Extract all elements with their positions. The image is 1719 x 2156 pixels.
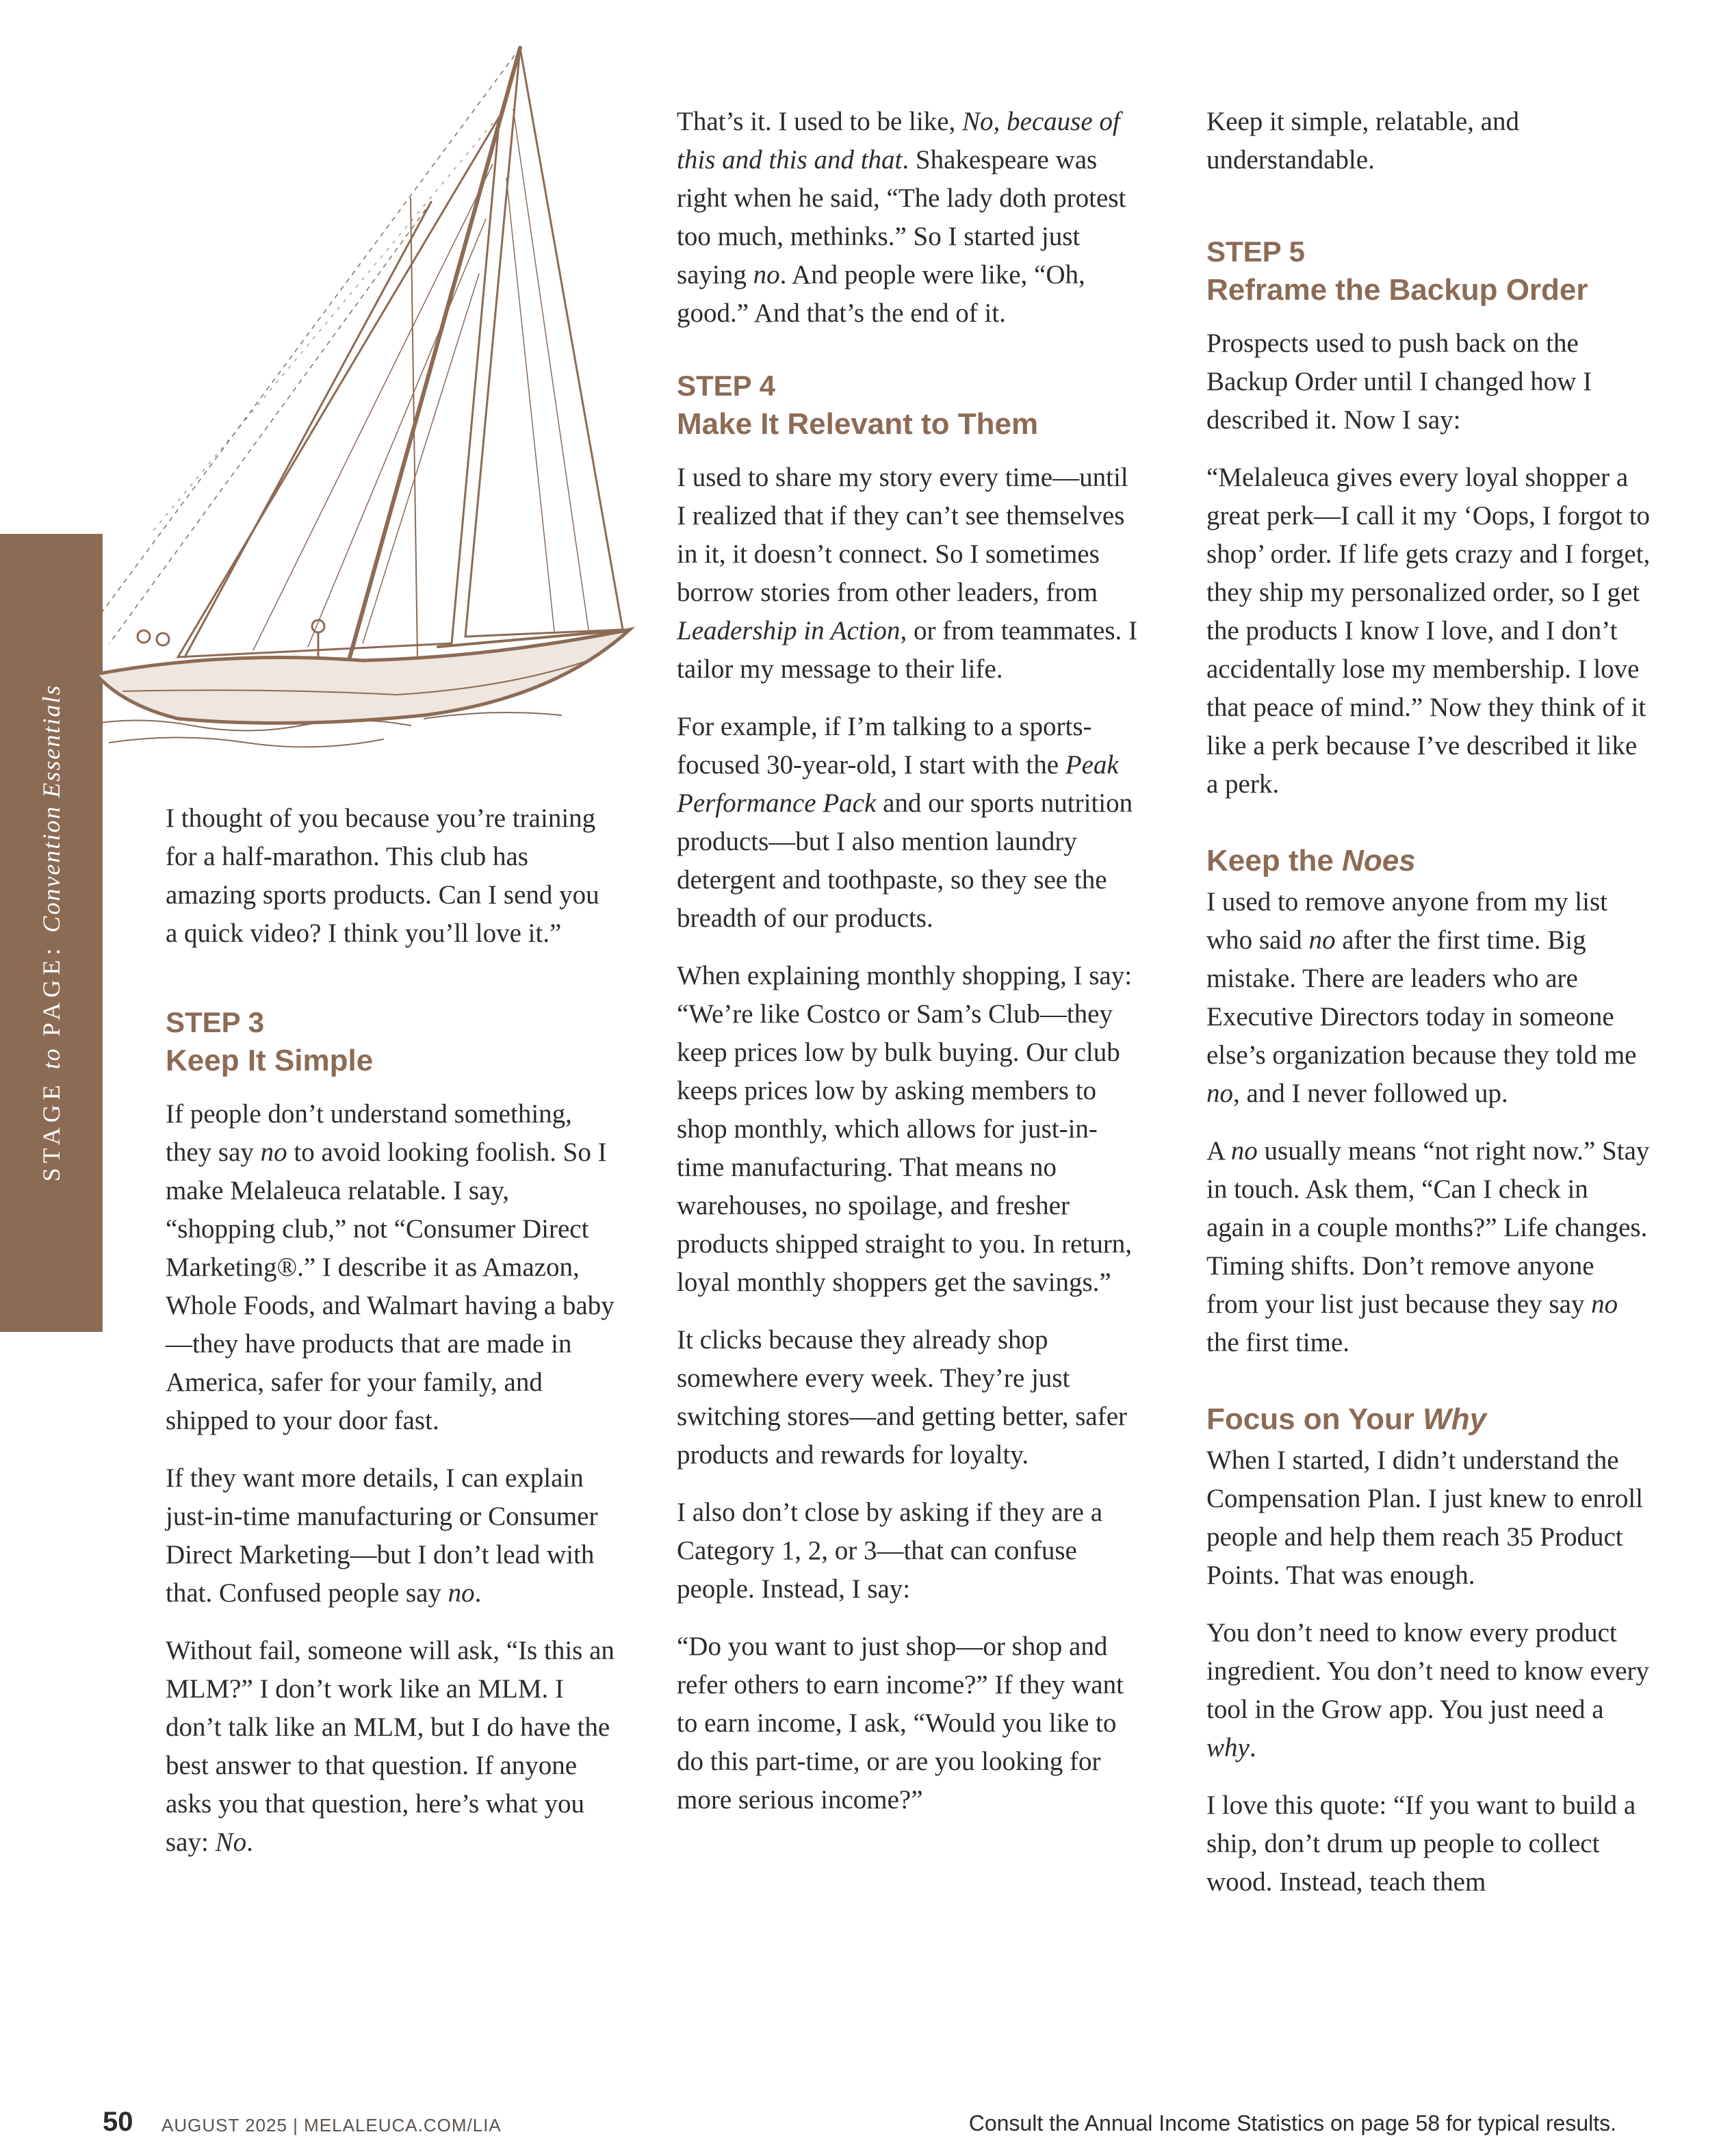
column-3 <box>1206 103 1651 1921</box>
column-1 <box>166 799 617 1881</box>
paragraph: “Melaleuca gives every loyal shopper a great perk—I call it my ‘Oops, I forgot to shop’ order. If life gets crazy and I forget, they ship my personalized order, so I get the products I know I love, and I don’t accidentally lose my membership. I love that peace of mind.” Now they think of it like a perk because I’ve described it like a perk. <box>1206 463 1651 799</box>
focus-on-your-why-heading: Focus on Your Why <box>1206 1402 1487 1436</box>
paragraph: Without fail, someone will ask, “Is this an MLM?” I don’t work like an MLM. I don’t talk like an MLM, but I do have the best answer to that question. If anyone asks you that question, here’s what you say: No. <box>166 1636 615 1857</box>
sailboat-illustration <box>82 41 643 753</box>
paragraph: For example, if I’m talking to a sports-focused 30-year-old, I start with the Peak Performance Pack and our sports nutrition products—but I also mention laundry detergent and toothpaste, so they see the breadth of our products. <box>677 712 1133 933</box>
paragraph: If they want more details, I can explain just-in-time manufacturing or Consumer Direct Marketing—but I don’t lead with that. Confused people say no. <box>166 1463 598 1608</box>
paragraph: That’s it. I used to be like, No, because of this and this and that. Shakespeare was right when he said, “The lady doth protest too much, methinks.” So I started just saying no. And people were like, “Oh, good.” And that’s the end of it. <box>677 107 1126 328</box>
section-tab-label: STAGE to PAGE: Convention Essentials <box>38 684 65 1182</box>
paragraph: When I started, I didn’t understand the Compensation Plan. I just knew to enroll people and help them reach 35 Product Points. That was enough. <box>1206 1446 1644 1590</box>
paragraph: When explaining monthly shopping, I say: “We’re like Costco or Sam’s Club—they keep prices low by bulk buying. Our club keeps prices low by asking members to shop monthly, which allows for just-in-time manufacturing. That means no warehouses, no spoilage, and fresher products shipped straight to you. In return, loyal monthly shoppers get the savings.” <box>677 961 1133 1297</box>
paragraph: A no usually means “not right now.” Stay in touch. Ask them, “Can I check in again in a couple months?” Life changes. Timing shifts. Don’t remove anyone from your list just because they say no the first time. <box>1206 1136 1650 1357</box>
paragraph: I thought of you because you’re training for a half-marathon. This club has amazing sports products. Can I send you a quick video? I think you’ll love it.” <box>166 804 599 948</box>
paragraph: You don’t need to know every product ingredient. You don’t need to know every tool in the Grow app. You just need a why. <box>1206 1618 1650 1762</box>
paragraph: If people don’t understand something, they say no to avoid looking foolish. So I make Melaleuca relatable. I say, “shopping club,” not “Consumer Direct Marketing®.” I describe it as Amazon, Whole Foods, and Walmart having a baby—they have products that are made in America, safer for your family, and shipped to your door fast. <box>166 1099 615 1435</box>
paragraph: I also don’t close by asking if they are a Category 1, 2, or 3—that can confuse people. Instead, I say: <box>677 1498 1103 1604</box>
keep-the-noes-heading: Keep the Noes <box>1206 844 1416 877</box>
page-footer <box>103 2107 1616 2141</box>
paragraph: It clicks because they already shop somewhere every week. They’re just switching stores—and getting better, safer products and rewards for loyalty. <box>677 1325 1128 1470</box>
paragraph: Keep it simple, relatable, and understandable. <box>1206 107 1519 175</box>
step-5-heading: STEP 5 Reframe the Backup Order <box>1206 235 1588 307</box>
step-4-heading: STEP 4 Make It Relevant to Them <box>677 370 1039 441</box>
issue-info: AUGUST 2025 | MELALEUCA.COM/LIA <box>161 2115 502 2135</box>
step-3-heading: STEP 3 Keep It Simple <box>166 1006 374 1077</box>
paragraph: Prospects used to push back on the Backup Order until I changed how I described it. Now I say: <box>1206 329 1592 435</box>
page-number: 50 <box>103 2107 133 2137</box>
paragraph: “Do you want to just shop—or shop and refer others to earn income?” If they want to earn income, I ask, “Would you like to do this part-time, or are you looking for more serious income?” <box>677 1632 1124 1814</box>
paragraph: I love this quote: “If you want to build a ship, don’t drum up people to collect wood. Instead, teach them <box>1206 1791 1636 1897</box>
column-2 <box>677 103 1142 1838</box>
paragraph: I used to remove anyone from my list who said no after the first time. Big mistake. There are leaders who are Executive Directors today in someone else’s organization because they told me no, and I never followed up. <box>1206 887 1637 1108</box>
income-disclaimer: Consult the Annual Income Statistics on page 58 for typical results. <box>968 2111 1616 2135</box>
paragraph: I used to share my story every time—until I realized that if they can’t see themselves in it, it doesn’t connect. So I sometimes borrow stories from other leaders, from Leadership in Action, or from teammates. I tailor my message to their life. <box>677 463 1137 684</box>
